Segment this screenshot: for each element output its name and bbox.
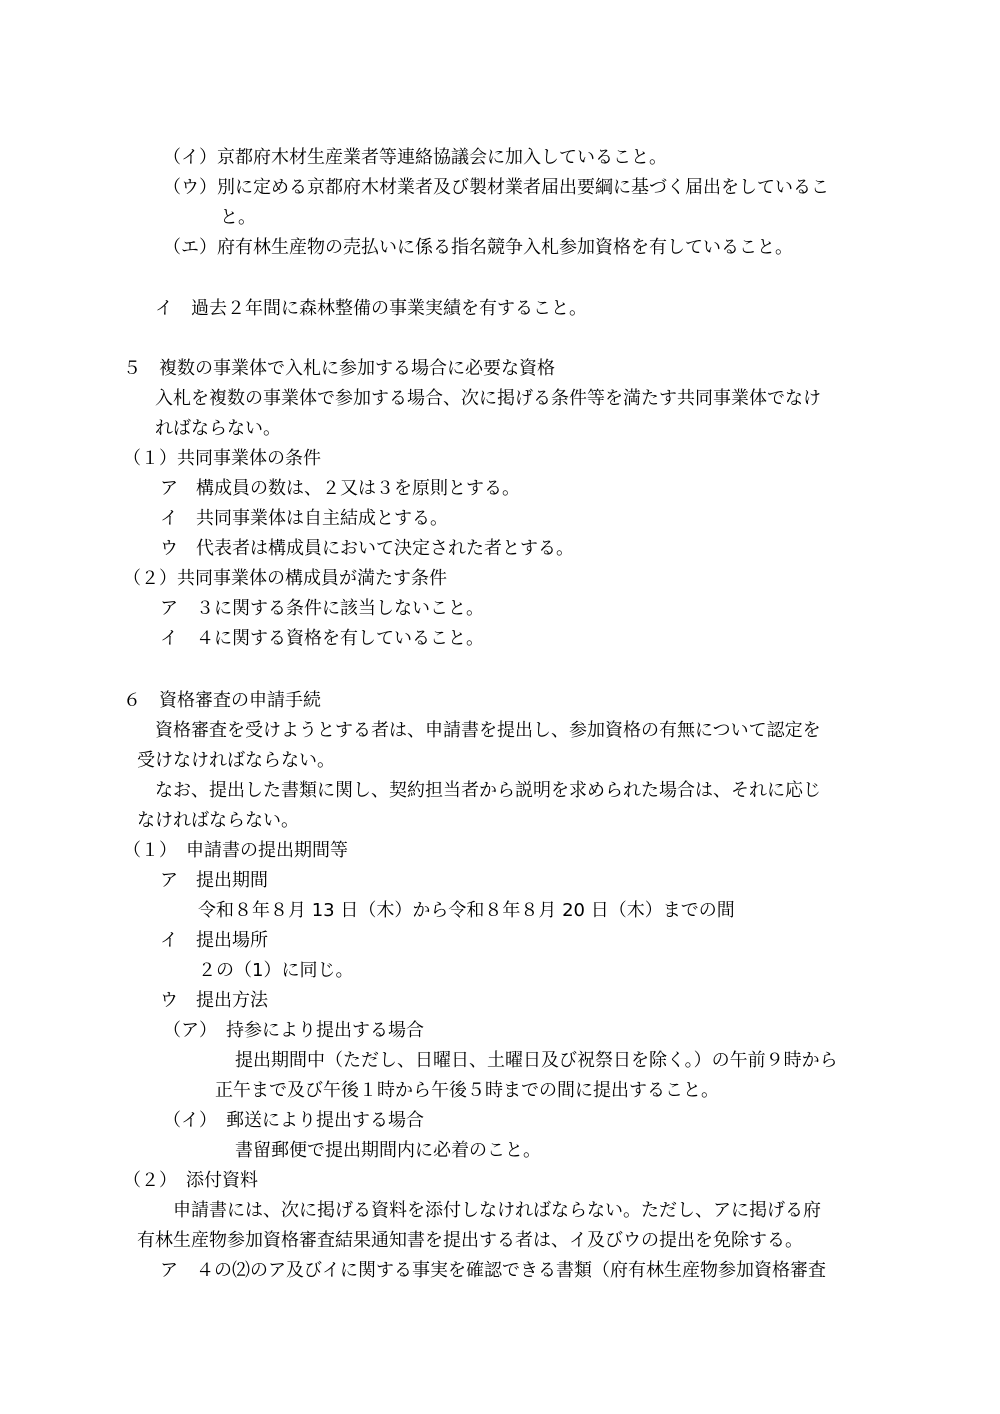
text-line: ればならない。: [155, 418, 281, 439]
text-line: ウ 代表者は構成員において決定された者とする。: [160, 538, 574, 559]
text-line: 申請書には、次に掲げる資料を添付しなければならない。ただし、アに掲げる府: [173, 1200, 821, 1221]
text-line: 入札を複数の事業体で参加する場合、次に掲げる条件等を満たす共同事業体でなけ: [155, 388, 821, 409]
text-line: なければならない。: [137, 810, 299, 831]
subsection-heading: （１） 申請書の提出期間等: [123, 840, 348, 861]
text-line: 受けなければならない。: [137, 750, 335, 771]
text-line: ア 提出期間: [160, 870, 268, 891]
text-line: 有林生産物参加資格審査結果通知書を提出する者は、イ及びウの提出を免除する。: [137, 1230, 803, 1251]
section-heading: ５ 複数の事業体で入札に参加する場合に必要な資格: [123, 358, 555, 379]
text-line: 提出期間中（ただし、日曜日、土曜日及び祝祭日を除く。）の午前９時から: [235, 1050, 838, 1071]
text-line: と。: [220, 207, 256, 228]
text-line: （ア） 持参により提出する場合: [163, 1020, 424, 1041]
text-line: 資格審査を受けようとする者は、申請書を提出し、参加資格の有無について認定を: [155, 720, 821, 741]
text-line: なお、提出した書類に関し、契約担当者から説明を求められた場合は、それに応じ: [155, 780, 821, 801]
subsection-heading: （２）共同事業体の構成員が満たす条件: [123, 568, 447, 589]
text-line: ２の（1）に同じ。: [198, 960, 354, 981]
text-line: （イ） 郵送により提出する場合: [163, 1110, 424, 1131]
text-line: イ 提出場所: [160, 930, 268, 951]
text-line: 書留郵便で提出期間内に必着のこと。: [235, 1140, 541, 1161]
text-line: イ ４に関する資格を有していること。: [160, 628, 484, 649]
text-line: （ウ）別に定める京都府木材業者及び製材業者届出要綱に基づく届出をしているこ: [163, 177, 829, 198]
text-line: 令和８年８月 13 日（木）から令和８年８月 20 日（木）までの間: [198, 900, 735, 921]
subsection-heading: （２） 添付資料: [123, 1170, 258, 1191]
text-line: ア ４の⑵のア及びイに関する事実を確認できる書類（府有林生産物参加資格審査: [160, 1260, 826, 1281]
subsection-heading: （１）共同事業体の条件: [123, 448, 321, 469]
text-line: イ 共同事業体は自主結成とする。: [160, 508, 448, 529]
text-line: 正午まで及び午後１時から午後５時までの間に提出すること。: [215, 1080, 719, 1101]
text-line: （エ）府有林生産物の売払いに係る指名競争入札参加資格を有していること。: [163, 237, 793, 258]
text-line: ウ 提出方法: [160, 990, 268, 1011]
text-line: ア 構成員の数は、２又は３を原則とする。: [160, 478, 520, 499]
text-line: イ 過去２年間に森林整備の事業実績を有すること。: [155, 298, 587, 319]
section-heading: ６ 資格審査の申請手続: [123, 690, 321, 711]
text-line: （イ）京都府木材生産業者等連絡協議会に加入していること。: [163, 147, 667, 168]
text-line: ア ３に関する条件に該当しないこと。: [160, 598, 484, 619]
